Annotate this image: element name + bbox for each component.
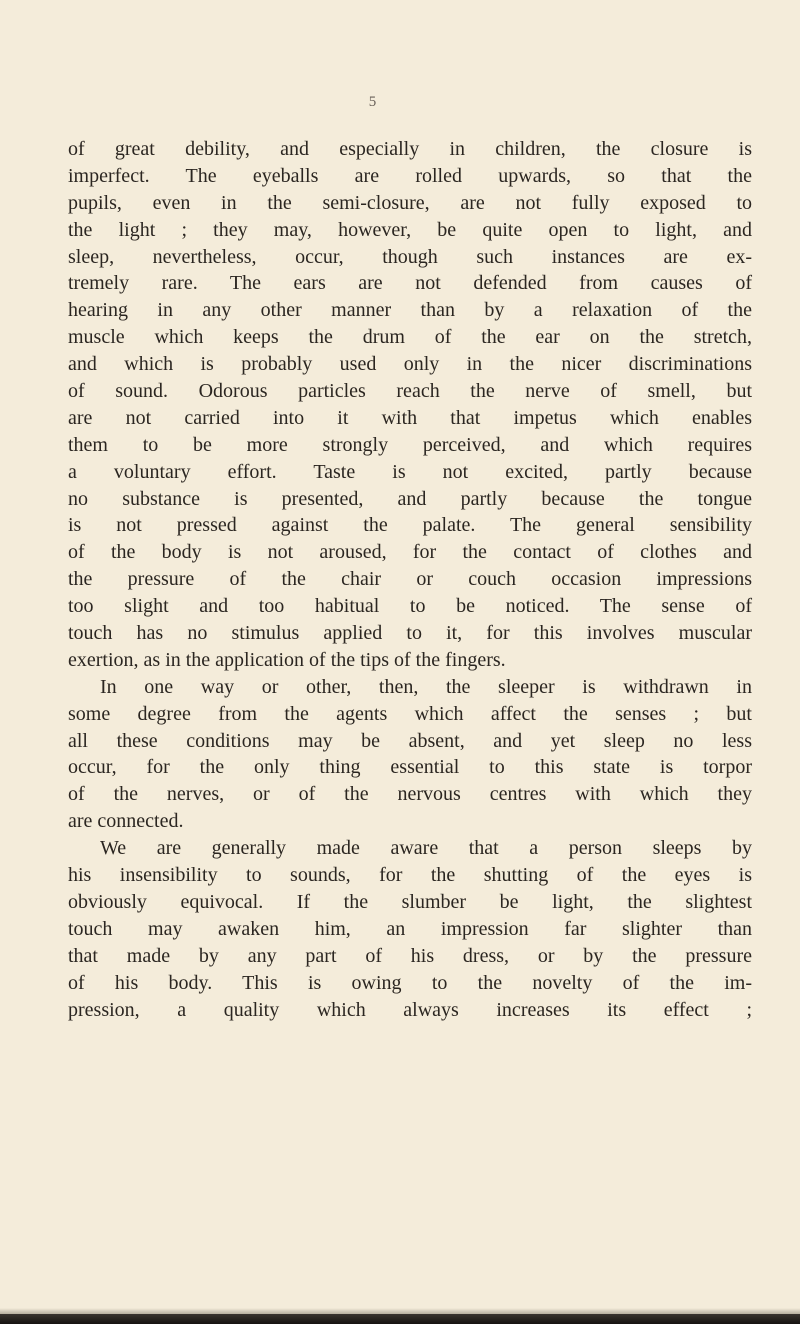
text-line: all these conditions may be absent, and yet sleep no less [68,729,752,752]
text-line: obviously equivocal. If the slumber be light, the slightest [68,890,752,913]
text-line: of great debility, and especially in children, the closure is [68,138,752,160]
text-line: the pressure of the chair or couch occasion impressions [68,568,752,591]
text-line: imperfect. The eyeballs are rolled upwards, so that the [68,164,752,187]
text-line: of his body. This is owing to the novelty of the im- [68,971,752,994]
text-line: We are generally made aware that a person sleeps by [100,837,752,860]
text-line: touch has no stimulus applied to it, for this involves muscular [68,622,752,645]
text-line: of the body is not aroused, for the contact of clothes and [68,541,752,564]
text-line: In one way or other, then, the sleeper is withdrawn in [100,675,752,698]
text-line: of the nerves, or of the nervous centres with which they [68,783,752,806]
text-line: too slight and too habitual to be noticed. The sense of [68,595,752,618]
text-line: pupils, even in the semi-closure, are not fully exposed to [68,191,752,214]
text-line: the light ; they may, however, be quite open to light, and [68,218,752,241]
text-line: hearing in any other manner than by a relaxation of the [68,299,752,322]
text-line: tremely rare. The ears are not defended from causes of [68,272,752,295]
text-line: no substance is presented, and partly because the tongue [68,487,752,510]
text-line: touch may awaken him, an impression far slighter than [68,917,752,940]
text-line: and which is probably used only in the nicer discriminations [68,353,752,376]
text-line: a voluntary effort. Taste is not excited, partly because [68,460,752,483]
text-line: exertion, as in the application of the tips of the fingers. [68,648,506,671]
text-line: muscle which keeps the drum of the ear on the stretch, [68,326,752,349]
page-bottom-edge [0,1314,800,1324]
text-line: occur, for the only thing essential to this state is torpor [68,756,752,779]
text-line: are connected. [68,810,184,833]
text-line: some degree from the agents which affect the senses ; but [68,702,752,725]
text-line: that made by any part of his dress, or by the pressure [68,944,752,967]
page-number: 5 [368,94,377,110]
text-line: his insensibility to sounds, for the shutting of the eyes is [68,864,752,887]
body-text [68,136,752,1023]
text-line: pression, a quality which always increases its effect ; [68,998,752,1021]
text-line: them to be more strongly perceived, and which requires [68,433,752,456]
text-line: are not carried into it with that impetus which enables [68,406,752,429]
text-line: sleep, nevertheless, occur, though such instances are ex- [68,245,752,268]
text-line: of sound. Odorous particles reach the nerve of smell, but [68,380,752,403]
text-line: is not pressed against the palate. The general sensibility [68,514,752,537]
